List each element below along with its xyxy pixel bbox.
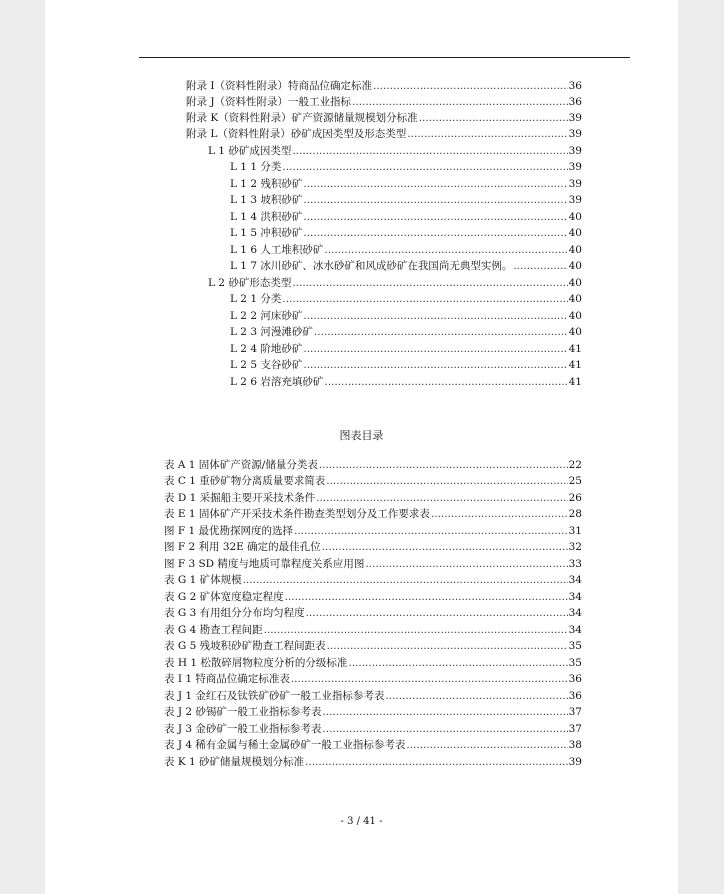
figure-entry[interactable]: 表 J 3 金砂矿一般工业指标参考表 ..... 37 (164, 723, 582, 736)
toc-entry[interactable]: L 2 6 岩溶充填砂矿 ..... 41 (230, 376, 582, 389)
header-rule (139, 57, 630, 58)
figure-entry[interactable]: 表 J 2 砂锡矿一般工业指标参考表 ..... 37 (164, 706, 582, 719)
figure-entry[interactable]: 表 H 1 松散碎屑物粒度分析的分级标准 ..... 35 (164, 657, 582, 670)
figure-entry[interactable]: 表 K 1 砂矿储量规模划分标准 ..... 39 (164, 756, 582, 769)
toc-entry[interactable]: 附录 I（资料性附录）特商品位确定标准 ..... 36 (186, 80, 582, 93)
figure-entry[interactable]: 表 G 2 矿体宽度稳定程度 ..... 34 (164, 591, 582, 604)
toc-entry[interactable]: 附录 L（资料性附录）砂矿成因类型及形态类型 ..... 39 (186, 128, 582, 141)
figure-entry[interactable]: 表 J 4 稀有金属与稀土金属砂矿一般工业指标参考表 ..... 38 (164, 739, 582, 752)
toc-entry[interactable]: L 1 2 残积砂矿 ..... 39 (230, 178, 582, 191)
toc-entry[interactable]: L 2 砂矿形态类型 ..... 40 (208, 277, 582, 290)
page-number: - 3 / 41 - (340, 816, 383, 827)
toc-entry[interactable]: L 2 5 支谷砂矿 ..... 41 (230, 359, 582, 372)
toc-entry[interactable]: L 1 7 冰川砂矿、冰水砂矿和风成砂矿在我国尚无典型实例。 ..... 40 (230, 260, 582, 273)
toc-entry[interactable]: 附录 J（资料性附录）一般工业指标 ..... 36 (186, 96, 582, 109)
toc-entry[interactable]: L 1 6 人工堆积砂矿 ..... 40 (230, 244, 582, 257)
toc-entry[interactable]: L 1 砂矿成因类型 ..... 39 (208, 145, 582, 158)
figure-entry[interactable]: 图 F 3 SD 精度与地质可靠程度关系应用图 ..... 33 (164, 558, 582, 571)
toc-entry[interactable]: 附录 K（资料性附录）矿产资源储量规模划分标准 ..... 39 (186, 112, 582, 125)
toc-entry[interactable]: L 2 3 河漫滩砂矿 ..... 40 (230, 326, 582, 339)
figures-section-title: 图表目录 (339, 429, 384, 442)
figure-entry[interactable]: 表 G 1 矿体规模 ..... 34 (164, 574, 582, 587)
toc-entry[interactable]: L 1 3 坡积砂矿 ..... 39 (230, 194, 582, 207)
figure-entry[interactable]: 表 G 5 残坡积砂矿勘查工程间距表 ..... 35 (164, 640, 582, 653)
toc-entry[interactable]: L 1 5 冲积砂矿 ..... 40 (230, 227, 582, 240)
toc-entry[interactable]: L 2 1 分类 ..... 40 (230, 293, 582, 306)
toc-entry[interactable]: L 1 4 洪积砂矿 ..... 40 (230, 211, 582, 224)
figure-entry[interactable]: 表 G 3 有用组分分布均匀程度 ..... 34 (164, 607, 582, 620)
figure-entry[interactable]: 表 A 1 固体矿产资源/储量分类表 ..... 22 (164, 459, 582, 472)
figure-entry[interactable]: 表 E 1 固体矿产开采技术条件勘查类型划分及工作要求表 ..... 28 (164, 508, 582, 521)
toc-entry[interactable]: L 2 2 河床砂矿 ..... 40 (230, 310, 582, 323)
figure-entry[interactable]: 表 I 1 特商品位确定标准表 ..... 36 (164, 673, 582, 686)
figure-entry[interactable]: 图 F 2 利用 32E 确定的最佳孔位 ..... 32 (164, 541, 582, 554)
figure-entry[interactable]: 表 J 1 金红石及钛铁矿砂矿一般工业指标参考表 ..... 36 (164, 690, 582, 703)
figure-entry[interactable]: 图 F 1 最优勘探网度的选择 ..... 31 (164, 525, 582, 538)
toc-entry[interactable]: L 2 4 阶地砂矿 ..... 41 (230, 343, 582, 356)
document-page (45, 0, 678, 894)
figure-entry[interactable]: 表 G 4 勘查工程间距 ..... 34 (164, 624, 582, 637)
toc-entry[interactable]: L 1 1 分类 ..... 39 (230, 161, 582, 174)
figure-entry[interactable]: 表 C 1 重砂矿物分离质量要求简表 ..... 25 (164, 475, 582, 488)
figure-entry[interactable]: 表 D 1 采掘船主要开采技术条件 ..... 26 (164, 492, 582, 505)
